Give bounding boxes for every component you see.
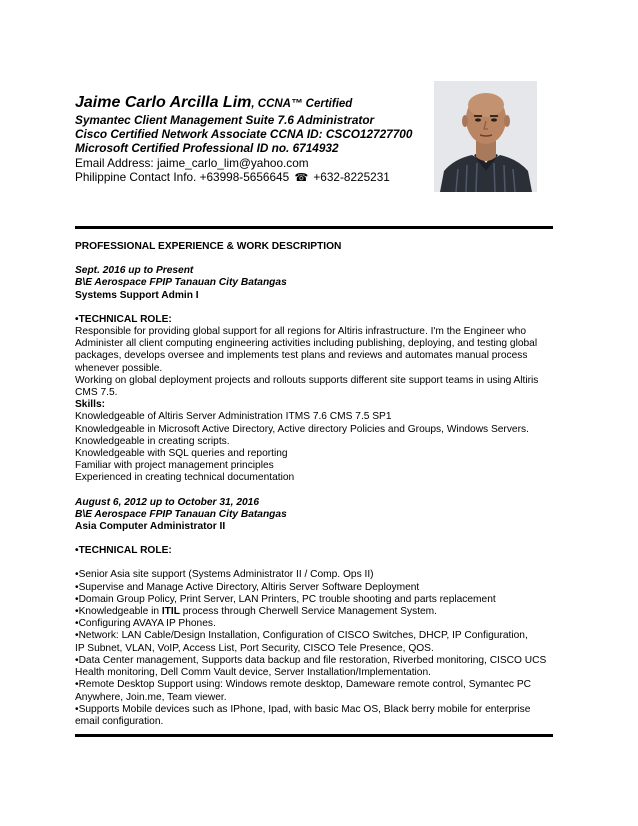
job1-role-heading: •TECHNICAL ROLE:	[75, 313, 172, 325]
job1-skill-item: Familiar with project management principles	[75, 460, 274, 472]
name-line	[75, 94, 455, 113]
job1-dates: Sept. 2016 up to Present	[75, 265, 194, 277]
top-divider	[75, 226, 553, 229]
job2-role-heading: •TECHNICAL ROLE:	[75, 545, 172, 557]
name-credential: , CCNA™ Certified	[251, 98, 353, 110]
section-title: PROFESSIONAL EXPERIENCE & WORK DESCRIPTION	[75, 241, 342, 252]
job2-position: Asia Computer Administrator II	[75, 521, 226, 533]
job2-bullet: •Remote Desktop Support using: Windows remote desktop, Dameware remote control, Symantec PC	[75, 679, 531, 691]
contact-info	[75, 170, 455, 185]
job2-itil-bullet	[75, 606, 555, 618]
job2-bullet: •Configuring AVAYA IP Phones.	[75, 618, 216, 630]
job1-skill-item: Knowledgeable of Altiris Server Administration ITMS 7.6 CMS 7.5 SP1	[75, 411, 392, 423]
job2-bullet: •Supports Mobile devices such as IPhone, Ipad, with basic Mac OS, Black berry mobile for enterprise	[75, 703, 531, 715]
resume-header	[75, 94, 455, 185]
job1-description-line: packages, develops oversee and implements test plans and reviews and automates manual process	[75, 350, 528, 362]
job2-bullet: •Supervise and Manage Active Directory, Altiris Server Software Deployment	[75, 581, 420, 593]
bottom-divider	[75, 734, 553, 737]
certification-line-1: Symantec Client Management Suite 7.6 Administrator	[75, 113, 375, 127]
job1-description-line: Responsible for providing global support for all regions for Altiris infrastructure. I'm the Engineer who	[75, 326, 526, 338]
profile-photo	[434, 81, 537, 192]
job2-bullet: •Domain Group Policy, Print Server, LAN Printers, PC trouble shooting and parts replacement	[75, 593, 496, 605]
job2-company: B\E Aerospace FPIP Tanauan City Batangas	[75, 508, 287, 520]
full-name: Jaime Carlo Arcilla Lim	[75, 94, 252, 111]
job2-bullet: Anywhere, Join.me, Team viewer.	[75, 691, 227, 703]
job1-position: Systems Support Admin I	[75, 289, 199, 301]
job1-skill-item: Knowledgeable in creating scripts.	[75, 435, 230, 447]
resume-body	[75, 241, 555, 728]
certification-line-3: Microsoft Certified Professional ID no. 6714932	[75, 141, 339, 156]
email-address: Email Address: jaime_carlo_lim@yahoo.com	[75, 155, 309, 170]
certification-line-2: Cisco Certified Network Associate CCNA ID: CSCO12727700	[75, 127, 413, 142]
job1-skill-item: Experienced in creating technical documentation	[75, 472, 295, 484]
job1-skills-heading: Skills:	[75, 399, 106, 411]
job2-bullet: •Data Center management, Supports data backup and file restoration, Riverbed monitoring, CISCO UCS	[75, 654, 547, 666]
job2-bullet: IP Subnet, VLAN, VoIP, Access List, Port Security, CISCO Tele Presence, QOS.	[75, 642, 434, 654]
job2-bullet: •Senior Asia site support (Systems Administrator II / Comp. Ops II)	[75, 569, 374, 581]
itil-term: ITIL	[161, 606, 180, 618]
contact-phone-2: +632-8225231	[313, 169, 390, 184]
job2-bullet: •Network: LAN Cable/Design Installation, Configuration of CISCO Switches, DHCP, IP Configuration,	[75, 630, 528, 642]
job2-bullet: email configuration.	[75, 715, 164, 727]
itil-prefix: •Knowledgeable in	[75, 606, 162, 618]
job2-dates: August 6, 2012 up to October 31, 2016	[75, 496, 260, 508]
job1-description-line: whenever possible.	[75, 362, 163, 374]
job1-description-line: Working on global deployment projects and rollouts supports different site support teams in using Altiris	[75, 374, 539, 386]
job1-description-line: Administer all client computing engineering activities including publishing, deploying, and testing global	[75, 338, 538, 350]
job2-bullet: Health monitoring, Dell Comm Vault device, Server Installation/Implementation.	[75, 667, 431, 679]
job1-company: B\E Aerospace FPIP Tanauan City Batangas	[75, 277, 287, 289]
profile-photo-icon	[434, 81, 537, 192]
job1-skill-item: Knowledgeable with SQL queries and reporting	[75, 448, 288, 460]
itil-suffix: process through Cherwell Service Management System.	[179, 606, 438, 618]
contact-phone-1: Philippine Contact Info. +63998-5656645	[75, 169, 290, 184]
telephone-icon: ☎	[294, 171, 309, 184]
job1-skill-item: Knowledgeable in Microsoft Active Directory, Active directory Policies and Groups, Windows Servers.	[75, 423, 529, 435]
job1-description-line: CMS 7.5.	[75, 387, 118, 399]
